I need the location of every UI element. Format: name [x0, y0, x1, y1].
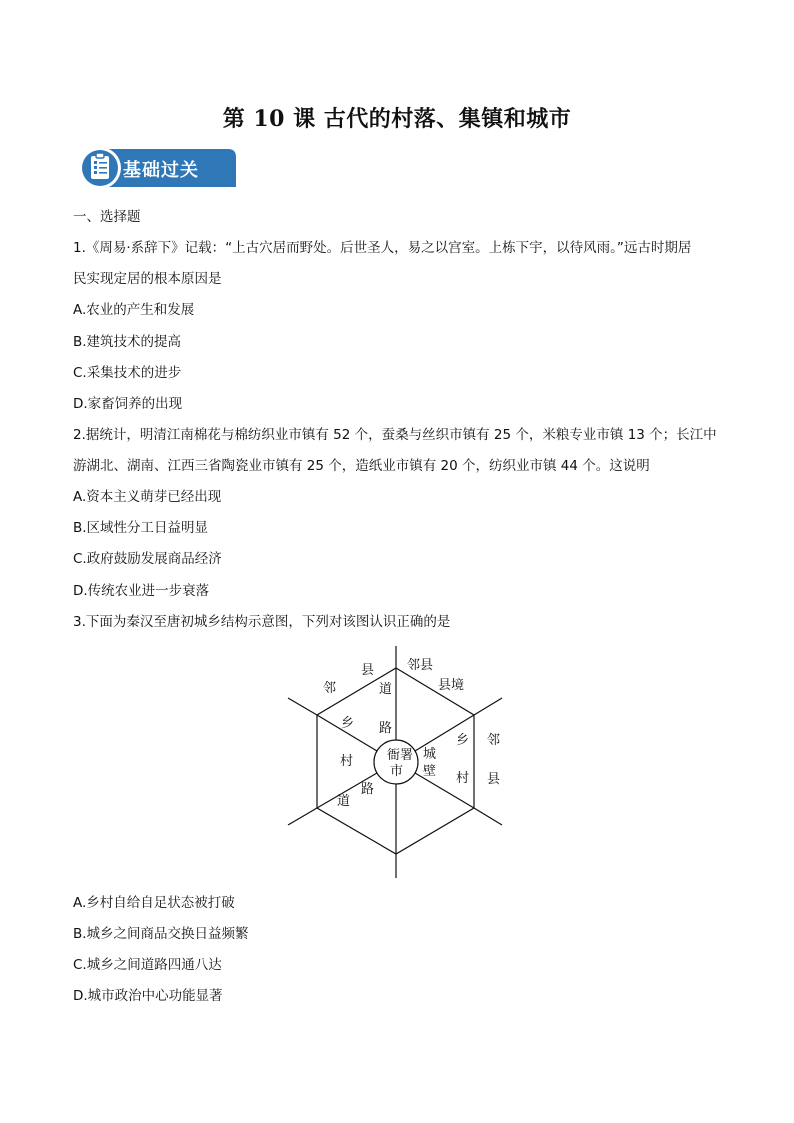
- diagram-label-lu-bottom: 路: [361, 782, 375, 797]
- diagram-label-lu: 路: [379, 721, 393, 736]
- diagram-label-dao: 道: [379, 682, 393, 697]
- q2-stem-line-2: 游湖北、湖南、江西三省陶瓷业市镇有 25 个，造纸业市镇有 20 个，纺织业市镇 44 个。这说明: [73, 458, 650, 474]
- diagram-label-cheng: 城: [423, 747, 437, 762]
- diagram-label-xian: 县: [361, 663, 375, 678]
- q1-option-a: A.农业的产生和发展: [73, 302, 195, 318]
- q2-stem-line-1: 2.据统计，明清江南棉花与棉纺织业市镇有 52 个，蚕桑与丝织市镇有 25 个，米粮专业市镇 13 个；长江中: [73, 427, 717, 443]
- q2-option-d: D.传统农业进一步衰落: [73, 583, 210, 599]
- urban-rural-structure-diagram: [284, 646, 514, 882]
- q2-option-a: A.资本主义萌芽已经出现: [73, 489, 222, 505]
- q1-option-c: C.采集技术的进步: [73, 365, 182, 381]
- diagram-label-bi: 壁: [423, 764, 437, 779]
- page-title: 第 10 课 古代的村落、集镇和城市: [222, 106, 572, 132]
- diagram-label-xiang: 乡: [341, 716, 355, 731]
- diagram-label-xianjing: 县境: [438, 678, 465, 693]
- diagram-center-yashu: 衙署: [387, 748, 414, 763]
- q2-option-b: B.区域性分工日益明显: [73, 520, 209, 536]
- q1-stem-line-2: 民实现定居的根本原因是: [73, 271, 222, 287]
- q3-stem-line-1: 3.下面为秦汉至唐初城乡结构示意图，下列对该图认识正确的是: [73, 614, 451, 630]
- q2-option-c: C.政府鼓励发展商品经济: [73, 551, 222, 567]
- diagram-label-dao-bottom: 道: [337, 794, 351, 809]
- diagram-label-xiang-right: 乡: [456, 733, 470, 748]
- section-heading: 一、选择题: [73, 209, 141, 225]
- q3-option-b: B.城乡之间商品交换日益频繁: [73, 926, 249, 942]
- diagram-label-xian-right: 县: [487, 772, 501, 787]
- q3-option-d: D.城市政治中心功能显著: [73, 988, 223, 1004]
- section-banner: [78, 146, 238, 190]
- diagram-center-shi: 市: [390, 764, 404, 779]
- q1-option-d: D.家畜饲养的出现: [73, 396, 183, 412]
- clipboard-icon: [78, 146, 122, 190]
- diagram-label-lin-right: 邻: [487, 733, 501, 748]
- diagram-label-cun-left: 村: [340, 754, 354, 769]
- diagram-label-lin: 邻: [323, 681, 337, 696]
- q3-option-a: A.乡村自给自足状态被打破: [73, 895, 235, 911]
- diagram-label-linxian: 邻县: [407, 658, 434, 673]
- q3-option-c: C.城乡之间道路四通八达: [73, 957, 222, 973]
- diagram-label-cun-right: 村: [456, 771, 470, 786]
- q1-option-b: B.建筑技术的提高: [73, 334, 182, 350]
- banner-label: 基础过关: [123, 160, 199, 181]
- q1-stem-line-1: 1.《周易·系辞下》记载：“上古穴居而野处。后世圣人，易之以宫室。上栋下宇，以待风雨。”远古时期居: [73, 240, 692, 256]
